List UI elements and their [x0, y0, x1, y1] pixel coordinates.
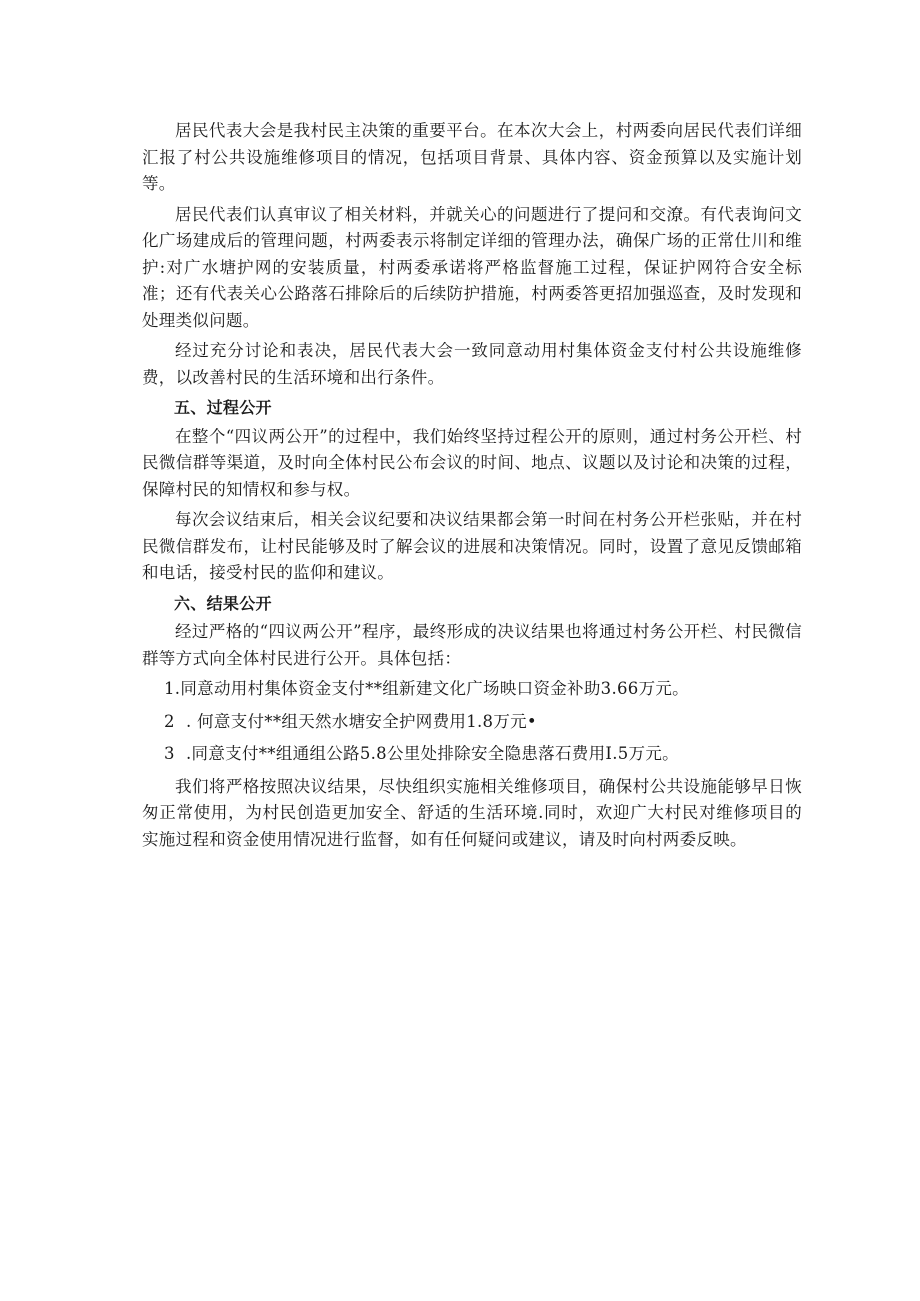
paragraph-process-disclosure: 在整个“四议两公开”的过程中，我们始终坚持过程公开的原则，通过村务公开栏、村民微信群等渠道，及时向全体村民公布会议的时间、地点、议题以及讨论和决策的过程，保障村民的知情权和参与权。 [142, 426, 802, 499]
paragraph-representative-meeting: 居民代表大会是我村民主决策的重要平台。在本次大会上，村两委向居民代表们详细汇报了村公共设施维修项目的情况，包括项目背景、具体内容、资金预算以及实施计划等。 [142, 121, 802, 193]
list-item [142, 741, 802, 768]
paragraph-review-discussion: 居民代表们认真审议了相关材料，并就关心的问题进行了提问和交潦。有代表询问文化广场建成后的管理问题，村两委表示将制定详细的管理办法，确保广场的正常仕川和维护:对广水塘护网的安装质量，村两委承诺将严格监督施工过程，保证护网符合安全标准；还有代表关心公路落石排除后的后续防护措施，村两委答更招加强巡查，及时发现和处理类似问题。 [142, 204, 802, 330]
document-page [142, 118, 802, 857]
paragraph-closing: 我们将严格按照决议结果，尽快组织实施相关维修项目，确保村公共设施能够早日恢匆正常使用，为村民创造更加安全、舒适的生活环境.同时，欢迎广大村民对维修项目的实施过程和资金使用情况进行监督，如有任何疑问或建议，请及时向村两委反映。 [142, 776, 802, 849]
paragraph-vote-result: 经过充分讨论和表决，居民代表大会一致同意动用村集体资金支付村公共设施维修费，以改善村民的生活环境和出行条件。 [142, 341, 802, 387]
list-item-number: 1. [164, 679, 181, 698]
section-heading-process-disclosure: 五、过程公开 [174, 398, 272, 417]
list-item-number: 2 [164, 711, 175, 731]
list-item [142, 709, 802, 736]
paragraph-result-intro: 经过严格的“四议两公开”程序，最终形成的决议结果也将通过村务公开栏、村民微信群等方式向全体村民进行公开。具体包括： [142, 622, 802, 668]
list-item-text: . 何意支付**组天然水塘安全护网费用1.8万元• [186, 711, 537, 731]
paragraph-meeting-publication: 每次会议结束后，相关会议纪要和决议结果都会第一时间在村务公开栏张贴，并在村民微信群发布，让村民能够及时了解会议的进展和决策情况。同时，设置了意见反馈邮箱和电话，接受村民的监仰和建议。 [142, 510, 802, 582]
list-item-text: 同意动用村集体资金支付**组新建文化广场映口资金补助3.66万元。 [180, 679, 689, 698]
list-item [142, 676, 802, 703]
list-item-text: .同意支付**组通组公路5.8公里处排除安全隐患落石费用I.5万元。 [186, 744, 679, 763]
section-heading-result-disclosure: 六、结果公开 [174, 593, 272, 613]
list-item-number: 3 [164, 744, 175, 763]
